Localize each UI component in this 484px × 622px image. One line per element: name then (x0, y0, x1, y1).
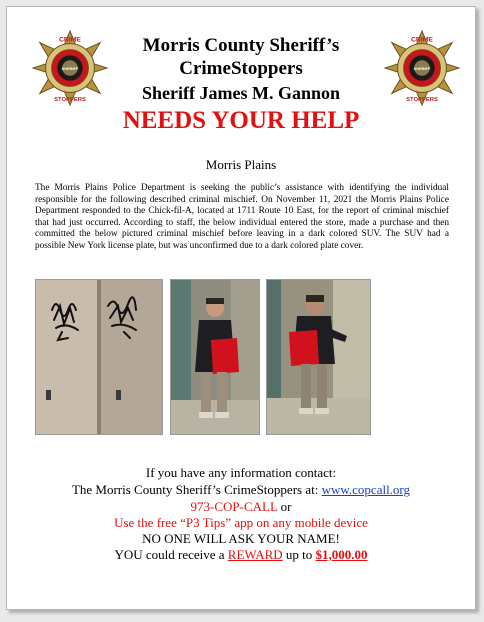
svg-text:CRIME: CRIME (59, 36, 81, 44)
crimestoppers-badge-right-icon (383, 29, 461, 107)
reward-prefix: YOU could receive a (114, 547, 228, 562)
svg-text:STOPPERS: STOPPERS (54, 97, 86, 104)
phone-suffix: or (277, 499, 292, 514)
contact-intro: If you have any information contact: (145, 465, 337, 480)
crimestoppers-badge-left-icon (31, 29, 109, 107)
reward-line (7, 547, 475, 563)
org-subtitle: CrimeStoppers (179, 58, 303, 79)
svg-text:STOPPERS: STOPPERS (406, 97, 438, 104)
reward-amount: $1,000.00 (315, 547, 368, 562)
svg-text:SHERIFF: SHERIFF (413, 65, 431, 71)
contact-prefix: The Morris County Sheriff’s CrimeStoppers at: (71, 482, 322, 497)
suspect-photo-front (170, 279, 260, 435)
phone-number: 973-COP-CALL (190, 499, 278, 514)
org-title: Morris County Sheriff’s (142, 35, 340, 56)
svg-text:CRIME: CRIME (411, 36, 433, 44)
app-line: Use the free “P3 Tips” app on any mobile device (114, 515, 368, 530)
needs-help-heading: NEEDS YOUR HELP (122, 107, 360, 134)
flyer-page (6, 6, 476, 610)
graffiti-photo (35, 279, 163, 435)
phone-line (7, 499, 475, 515)
reward-word: REWARD (227, 547, 283, 562)
website-link[interactable]: www.copcall.org (321, 482, 411, 497)
incident-description: The Morris Plains Police Department is seeking the public’s assistance with identifying the individual responsible for the following described criminal mischief. On November 11, 2021 the Morris Plains Police Department responded to the Chick-fil-A, located at 1711 Route 10 East, for the report of criminal mischief that had just occurred. According to staff, the below individual entered the store, made a purchase and then committed the below pictured criminal mischief before leaving in a dark colored SUV. The SUV had a possible New York license plate, but was unconfirmed due to a dark colored plate cover. (35, 183, 449, 251)
reward-mid: up to (282, 547, 316, 562)
svg-text:SHERIFF: SHERIFF (61, 65, 79, 71)
anonymous-line: NO ONE WILL ASK YOUR NAME! (142, 531, 340, 546)
town-name: Morris Plains (205, 157, 277, 172)
sheriff-name: Sheriff James M. Gannon (142, 83, 340, 103)
suspect-photo-side (266, 279, 371, 435)
contact-line (7, 482, 475, 498)
